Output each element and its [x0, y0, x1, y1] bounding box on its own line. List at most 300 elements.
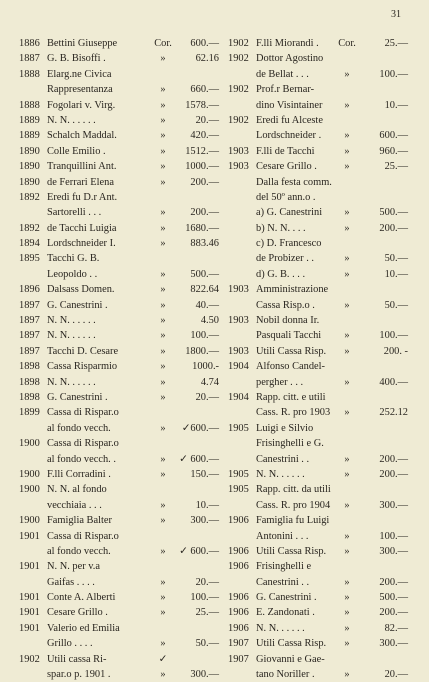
ledger-ditto: » [344, 253, 350, 265]
ledger-name: Famiglia Balter [47, 515, 112, 527]
ledger-name: N. N. . . . . . [47, 114, 96, 126]
ledger-ditto: » [160, 114, 166, 126]
ledger-year: 1887 [19, 53, 40, 65]
ledger-ditto: » [160, 515, 166, 527]
ledger-row [19, 113, 219, 128]
ledger-row [228, 267, 408, 282]
ledger-name: al fondo vecch. . [47, 453, 116, 465]
ledger-amount: 300.— [190, 515, 219, 527]
ledger-row [19, 36, 219, 51]
ledger-amount: 200.— [379, 468, 408, 480]
ledger-row [228, 144, 408, 159]
ledger-amount: ✓600.— [181, 422, 219, 434]
ledger-amount: 1000.— [185, 161, 219, 173]
ledger-row [228, 452, 408, 467]
ledger-amount: 20.— [195, 114, 219, 126]
ledger-row [228, 67, 408, 82]
ledger-name: Cassa Risparmio [47, 361, 118, 373]
ledger-row [228, 313, 408, 328]
ledger-row [228, 175, 408, 190]
ledger-name: N. N. . . . . . [256, 468, 305, 480]
ledger-row [228, 282, 408, 297]
ledger-year: 1900 [19, 484, 40, 496]
ledger-row [19, 405, 219, 420]
ledger-amount: 500.— [379, 207, 408, 219]
ledger-row [228, 436, 408, 451]
ledger-row [228, 98, 408, 113]
ledger-amount: 822.64 [190, 284, 219, 296]
ledger-amount: 4.74 [200, 376, 219, 388]
ledger-year: 1898 [19, 361, 40, 373]
ledger-row [19, 267, 219, 282]
ledger-row [228, 390, 408, 405]
ledger-year: 1890 [19, 161, 40, 173]
ledger-name: Grillo . . . . [47, 638, 93, 650]
ledger-row [228, 513, 408, 528]
ledger-amount: 50.— [195, 638, 219, 650]
ledger-row [228, 236, 408, 251]
ledger-row [19, 190, 219, 205]
ledger-row [228, 113, 408, 128]
ledger-ditto: » [160, 207, 166, 219]
ledger-name: Fogolari v. Virg. [47, 99, 116, 111]
ledger-ditto: Cor. [338, 38, 356, 49]
ledger-ditto: » [160, 592, 166, 604]
ledger-row [19, 298, 219, 313]
ledger-name: Sartorelli . . . [47, 207, 102, 219]
ledger-name: F.lli Corradini . [47, 468, 111, 480]
ledger-row [228, 159, 408, 174]
ledger-ditto: » [344, 607, 350, 619]
ledger-row [228, 559, 408, 574]
ledger-amount: 25.— [195, 607, 219, 619]
ledger-ditto: » [160, 422, 166, 434]
ledger-ditto: » [344, 468, 350, 480]
ledger-year: 1906 [228, 592, 249, 604]
ledger-year: 1907 [228, 653, 249, 665]
ledger-row [228, 498, 408, 513]
ledger-amount: 10.— [384, 268, 408, 280]
ledger-row [19, 390, 219, 405]
ledger-year: 1892 [19, 222, 40, 234]
ledger-row [228, 82, 408, 97]
ledger-row [19, 159, 219, 174]
ledger-year: 1897 [19, 315, 40, 327]
ledger-row [228, 590, 408, 605]
ledger-year: 1888 [19, 68, 40, 80]
ledger-row [228, 529, 408, 544]
ledger-year: 1906 [228, 515, 249, 527]
ledger-amount: 25.— [384, 38, 408, 49]
ledger-ditto: » [344, 376, 350, 388]
ledger-ditto: » [160, 345, 166, 357]
ledger-name: Canestrini . . [256, 576, 310, 588]
ledger-amount: 1680.— [185, 222, 219, 234]
ledger-name: Utili Cassa Risp. [256, 638, 327, 650]
ledger-amount: 4.50 [200, 315, 219, 327]
ledger-row [19, 590, 219, 605]
ledger-name: Luigi e Silvio [256, 422, 314, 434]
ledger-amount: 300.— [379, 499, 408, 511]
ledger-name: al fondo vecch. [47, 422, 111, 434]
ledger-ditto: » [160, 545, 166, 557]
ledger-amount: 1800.— [185, 345, 219, 357]
ledger-ditto: » [344, 345, 350, 357]
ledger-year: 1890 [19, 176, 40, 188]
ledger-ditto: » [160, 391, 166, 403]
ledger-name: F.lli de Tacchi [256, 145, 315, 157]
ledger-name: Gaifas . . . . [47, 576, 95, 588]
ledger-name: d) G. B. . . . [256, 268, 306, 280]
ledger-amount: 500.— [379, 592, 408, 604]
ledger-year: 1906 [228, 607, 249, 619]
ledger-amount: ✓ 600.— [179, 545, 219, 557]
ledger-name: N. N. . . . . . [47, 315, 96, 327]
ledger-row [228, 36, 408, 51]
ledger-amount: 100.— [379, 68, 408, 80]
ledger-name: Eredi fu D.r Ant. [47, 191, 118, 203]
ledger-ditto: » [160, 607, 166, 619]
ledger-amount: 40.— [195, 299, 219, 311]
ledger-amount: 100.— [190, 330, 219, 342]
ledger-ditto: » [160, 84, 166, 96]
ledger-year: 1905 [228, 422, 249, 434]
ledger-year: 1896 [19, 284, 40, 296]
ledger-year: 1900 [19, 468, 40, 480]
ledger-year: 1895 [19, 253, 40, 265]
ledger-row [228, 421, 408, 436]
ledger-amount: 200.— [379, 607, 408, 619]
ledger-year: 1899 [19, 407, 40, 419]
ledger-amount: 200.— [379, 453, 408, 465]
ledger-row [19, 667, 219, 682]
ledger-row [19, 482, 219, 497]
ledger-ditto: » [160, 145, 166, 157]
ledger-amount: 400.— [379, 376, 408, 388]
ledger-ditto: » [344, 530, 350, 542]
ledger-amount: 25.— [384, 161, 408, 173]
ledger-row [19, 636, 219, 651]
ledger-row [228, 205, 408, 220]
ledger-name: N. N. . . . . . [256, 622, 305, 634]
ledger-year: 1894 [19, 238, 40, 250]
ledger-name: Cesare Grillo . [47, 607, 108, 619]
ledger-amount: ✓ 600.— [179, 453, 219, 465]
ledger-name: N. N. . . . . . [47, 330, 96, 342]
ledger-row [19, 436, 219, 451]
ledger-row [19, 98, 219, 113]
ledger-year: 1906 [228, 545, 249, 557]
ledger-amount: 960.— [379, 145, 408, 157]
ledger-year: 1901 [19, 530, 40, 542]
ledger-name: E. Zandonati . [256, 607, 315, 619]
ledger-year: 1901 [19, 592, 40, 604]
ledger-ditto: » [344, 545, 350, 557]
ledger-row [19, 313, 219, 328]
ledger-name: Utili cassa Ri- [47, 653, 107, 665]
ledger-name: al fondo vecch. [47, 545, 111, 557]
ledger-row [228, 575, 408, 590]
ledger-ditto: » [160, 53, 166, 65]
ledger-row [19, 344, 219, 359]
ledger-amount: 500.— [190, 268, 219, 280]
ledger-year: 1906 [228, 622, 249, 634]
ledger-amount: 200.— [379, 222, 408, 234]
ledger-amount: 10.— [384, 99, 408, 111]
ledger-row [19, 544, 219, 559]
ledger-amount: 20.— [195, 391, 219, 403]
ledger-row [19, 221, 219, 236]
ledger-ditto: » [344, 222, 350, 234]
ledger-amount: 252.12 [379, 407, 408, 419]
ledger-year: 1905 [228, 468, 249, 480]
ledger-ditto: » [160, 499, 166, 511]
ledger-name: spar.o p. 1901 . [47, 669, 111, 681]
ledger-name: de Ferrari Elena [47, 176, 114, 188]
ledger-ditto: » [160, 376, 166, 388]
ledger-row [228, 344, 408, 359]
ledger-name: Prof.r Bernar- [256, 84, 315, 96]
ledger-ditto: » [160, 99, 166, 111]
ledger-year: 1900 [19, 438, 40, 450]
ledger-row [228, 375, 408, 390]
ledger-row [19, 605, 219, 620]
ledger-name: Cesare Grillo . [256, 161, 317, 173]
ledger-name: Amministrazione [256, 284, 329, 296]
ledger-ditto: » [160, 468, 166, 480]
ledger-ditto: » [160, 130, 166, 142]
ledger-name: Utili Cassa Risp. [256, 345, 327, 357]
ledger-name: de Tacchi Luigia [47, 222, 117, 234]
ledger-ditto: » [344, 99, 350, 111]
ledger-ditto: » [344, 576, 350, 588]
ledger-name: Eredi fu Alceste [256, 114, 323, 126]
ledger-name: de Probizer . . [256, 253, 314, 265]
ledger-row [19, 559, 219, 574]
ledger-name: Rapp. citt. e utili [256, 391, 326, 403]
ledger-ditto: » [344, 130, 350, 142]
ledger-amount: 200.— [190, 176, 219, 188]
ledger-row [228, 636, 408, 651]
ledger-ditto: » [344, 161, 350, 173]
ledger-name: Nobil donna Ir. [256, 315, 320, 327]
ledger-row [228, 605, 408, 620]
ledger-name: vecchiaia . . . [47, 499, 102, 511]
ledger-ditto: » [160, 176, 166, 188]
ledger-name: Rapp. citt. da utili [256, 484, 331, 496]
ledger-name: Dalla festa comm. [256, 176, 332, 188]
ledger-ditto: » [344, 145, 350, 157]
page-number: 31 [391, 9, 401, 20]
ledger-year: 1898 [19, 376, 40, 388]
ledger-name: N. N. . . . . . [47, 376, 96, 388]
ledger-year: 1901 [19, 622, 40, 634]
ledger-ditto: » [160, 315, 166, 327]
ledger-year: 1903 [228, 284, 249, 296]
ledger-year: 1901 [19, 607, 40, 619]
ledger-ditto: » [344, 499, 350, 511]
ledger-year: 1906 [228, 561, 249, 573]
ledger-row [19, 359, 219, 374]
ledger-amount: 300.— [379, 545, 408, 557]
ledger-ditto: Cor. [154, 38, 172, 49]
ledger-amount: 50.— [384, 299, 408, 311]
ledger-name: Frisinghelli e G. [256, 438, 324, 450]
ledger-name: G. Canestrini . [256, 592, 317, 604]
ledger-row [19, 175, 219, 190]
ledger-ditto: » [344, 592, 350, 604]
ledger-row [228, 221, 408, 236]
ledger-row [19, 375, 219, 390]
ledger-ditto: » [160, 638, 166, 650]
ledger-name: Colle Emilio . [47, 145, 106, 157]
ledger-name: dino Visintainer [256, 99, 323, 111]
ledger-name: Cassa di Rispar.o [47, 530, 119, 542]
ledger-name: G. Canestrini . [47, 299, 108, 311]
ledger-name: Dalsass Domen. [47, 284, 115, 296]
ledger-row [19, 251, 219, 266]
ledger-year: 1898 [19, 391, 40, 403]
ledger-amount: 10.— [195, 499, 219, 511]
ledger-name: Alfonso Candel- [256, 361, 325, 373]
ledger-row [19, 51, 219, 66]
ledger-row [228, 544, 408, 559]
ledger-amount: 420.— [190, 130, 219, 142]
ledger-year: 1897 [19, 330, 40, 342]
ledger-amount: 300.— [190, 669, 219, 681]
ledger-year: 1904 [228, 361, 249, 373]
ledger-row [19, 498, 219, 513]
ledger-year: 1903 [228, 345, 249, 357]
ledger-row [19, 529, 219, 544]
ledger-amount: 82.— [384, 622, 408, 634]
ledger-ditto: » [160, 284, 166, 296]
ledger-row [19, 236, 219, 251]
ledger-row [228, 667, 408, 682]
ledger-name: Leopoldo . . [47, 268, 98, 280]
ledger-name: a) G. Canestrini [256, 207, 323, 219]
ledger-row [228, 621, 408, 636]
ledger-amount: 200.— [190, 207, 219, 219]
ledger-name: Antonini . . . [256, 530, 309, 542]
ledger-name: Tranquillini Ant. [47, 161, 117, 173]
ledger-ditto: » [344, 299, 350, 311]
ledger-year: 1902 [19, 653, 40, 665]
ledger-amount: 200.— [379, 576, 408, 588]
ledger-ditto: » [344, 669, 350, 681]
ledger-row [19, 621, 219, 636]
ledger-year: 1897 [19, 345, 40, 357]
ledger-amount: 1578.— [185, 99, 219, 111]
ledger-ditto: » [344, 268, 350, 280]
ledger-year: 1907 [228, 638, 249, 650]
ledger-name: Utili Cassa Risp. [256, 545, 327, 557]
ledger-name: c) D. Francesco [256, 238, 322, 250]
ledger-year: 1890 [19, 145, 40, 157]
ledger-amount: 100.— [190, 592, 219, 604]
ledger-ditto: » [344, 207, 350, 219]
ledger-amount: 62.16 [195, 53, 219, 65]
ledger-year: 1889 [19, 114, 40, 126]
ledger-name: N. N. per v.a [47, 561, 100, 573]
ledger-name: Rappresentanza [47, 84, 113, 96]
ledger-name: Pasquali Tacchi [256, 330, 322, 342]
ledger-name: pergher . . . [256, 376, 304, 388]
ledger-row [228, 482, 408, 497]
ledger-name: Cassa di Rispar.o [47, 438, 119, 450]
ledger-name: Elarg.ne Civica [47, 68, 112, 80]
ledger-name: Bettini Giuseppe [47, 38, 118, 49]
ledger-year: 1888 [19, 99, 40, 111]
ledger-year: 1900 [19, 515, 40, 527]
ledger-ditto: » [344, 330, 350, 342]
ledger-row [19, 452, 219, 467]
ledger-name: Valerio ed Emilia [47, 622, 120, 634]
ledger-year: 1902 [228, 38, 249, 49]
ledger-row [19, 467, 219, 482]
ledger-amount: 1000.- [192, 361, 219, 373]
ledger-name: de Bellat . . . [256, 68, 309, 80]
ledger-name: Giovanni e Gae- [256, 653, 325, 665]
ledger-name: Conte A. Alberti [47, 592, 116, 604]
ledger-row [228, 467, 408, 482]
ledger-amount: 1512.— [185, 145, 219, 157]
ledger-year: 1897 [19, 299, 40, 311]
ledger-name: G. B. Bisoffi . [47, 53, 106, 65]
ledger-ditto: ✓ [158, 653, 168, 665]
ledger-row [19, 67, 219, 82]
ledger-ditto: » [344, 638, 350, 650]
ledger-row [19, 282, 219, 297]
ledger-row [228, 251, 408, 266]
ledger-name: G. Canestrini . [47, 391, 108, 403]
ledger-amount: 660.— [190, 84, 219, 96]
left-column [19, 36, 219, 682]
ledger-name: Cass. R. pro 1904 [256, 499, 331, 511]
ledger-year: 1902 [228, 53, 249, 65]
ledger-amount: 20.— [384, 669, 408, 681]
ledger-ditto: » [344, 622, 350, 634]
ledger-name: Lordschneider I. [47, 238, 116, 250]
ledger-ditto: » [344, 407, 350, 419]
ledger-name: Cassa di Rispar.o [47, 407, 119, 419]
ledger-name: F.lli Miorandi . [256, 38, 319, 49]
ledger-year: 1903 [228, 315, 249, 327]
ledger-row [19, 652, 219, 667]
ledger-amount: 600.— [379, 130, 408, 142]
ledger-ditto: » [160, 268, 166, 280]
ledger-name: Lordschneider . [256, 130, 322, 142]
ledger-row [228, 190, 408, 205]
ledger-year: 1889 [19, 130, 40, 142]
ledger-name: Famiglia fu Luigi [256, 515, 330, 527]
ledger-row [19, 575, 219, 590]
ledger-row [228, 328, 408, 343]
ledger-amount: 883.46 [190, 238, 219, 250]
ledger-row [228, 128, 408, 143]
ledger-row [19, 328, 219, 343]
ledger-name: del 50º ann.o . [256, 191, 316, 203]
ledger-name: Tacchi D. Cesare [47, 345, 119, 357]
ledger-amount: 150.— [190, 468, 219, 480]
ledger-year: 1901 [19, 561, 40, 573]
ledger-ditto: » [160, 222, 166, 234]
ledger-name: Schalch Maddal. [47, 130, 117, 142]
ledger-row [228, 51, 408, 66]
ledger-ditto: » [160, 576, 166, 588]
ledger-row [228, 405, 408, 420]
ledger-row [19, 513, 219, 528]
